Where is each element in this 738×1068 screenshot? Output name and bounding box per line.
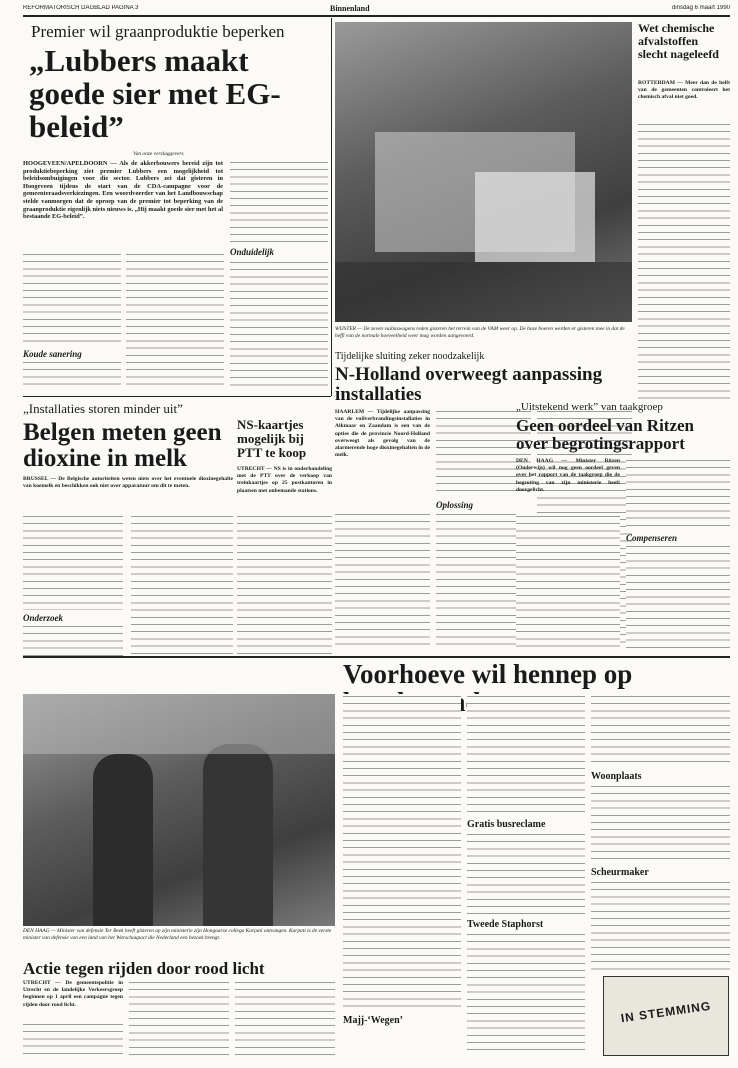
belgen-lead: BRUSSEL — De Belgische autoriteiten weten niets over het eventuele dioxinegehalte van koemelk en beschikken ook niet over apparatuur om dit te meten. [23, 476, 233, 490]
article-belgen [23, 400, 233, 656]
lubbers-headline: „Lubbers maakt goede sier met EG-beleid” [29, 43, 281, 144]
ns-headline: NS-kaartjes mogelijk bij PTT te koop [237, 417, 307, 460]
vertical-rule-1 [331, 18, 332, 396]
lubbers-col2-text [126, 252, 224, 390]
article-afvalstoffen [638, 22, 730, 400]
roodlicht-headline: Actie tegen rijden door rood licht [23, 960, 265, 978]
voorhoeve-col3-text2 [591, 784, 730, 862]
voorhoeve-sub-staphorst: Tweede Staphorst [467, 919, 544, 930]
ritzen-sub-compenseren: Compenseren [626, 533, 678, 543]
voorhoeve-col2-text3 [467, 932, 585, 1056]
horizontal-rule-1 [23, 396, 331, 397]
ns-text [237, 514, 332, 656]
afval-headline: Wet chemische afvalstoffen slecht nageleefd [638, 22, 719, 61]
lubbers-byline: Van onze verslaggevers [133, 151, 184, 157]
voorhoeve-col3-text3 [591, 880, 730, 972]
voorhoeve-col2-text [467, 694, 585, 814]
lubbers-col1-text2 [23, 360, 121, 390]
afval-text [638, 122, 730, 400]
page-section: Binnenland [330, 4, 370, 13]
ritzen-col2-text [626, 458, 730, 528]
ritzen-lead: DEN HAAG — Minister Ritzen (Onderwijs) wil nog geen oordeel geven over het rapport van de taakgroep die de begroting van zijn ministerie heeft doorgelicht. [516, 458, 620, 493]
ns-lead: UTRECHT — NS is in onderhandeling met de PTT over de verkoop van treinkaartjes op 25 postkantoren in plaatsen met onbemande stations. [237, 466, 332, 494]
ritzen-headline: Geen oordeel van Ritzen over begrotingsrapport [516, 416, 694, 453]
lubbers-col3-text2 [230, 260, 328, 390]
page-header-left: REFORMATORISCH DAGBLAD PAGINA 3 [23, 5, 139, 11]
voorhoeve-sub-woonplaats: Woonplaats [591, 771, 642, 782]
article-ns-kaartjes [237, 400, 332, 656]
voorhoeve-col3-text [591, 694, 730, 766]
lubbers-lead: HOOGEVEEN/APELDOORN — Als de akkerbouwers bereid zijn tot produktiebeperking ziet premier Lubbers een mogelijkheid tot beleidsombuigingen voor die sector. Lubbers zei dat gisteren in Hoogeveen tijdens de start van de CDA-campagne voor de gemeenteraadsverkiezingen. Een woordvoerder van het Landbouwschap stelde vanmorgen dat de oproep van de premier tot beperking van de graanproduktie eigenlijk niets nieuws is. „Hij maakt goede sier met het al bestaande EG-beleid”. [23, 160, 224, 221]
voorhoeve-sub-wegen: Majj-‘Wegen’ [343, 1015, 403, 1026]
photo-ter-beek-caption: DEN HAAG — Minister van defensie Ter Beek heeft gisteren op zijn ministerie zijn Hongaarse collega Karpati ontvangen. Karpati is de eerste minister van defensie van een land van het Warschaupact die Nederland een bezoek brengt. [23, 928, 332, 941]
belgen-col1-text2 [23, 624, 123, 656]
lubbers-col3-text [230, 160, 328, 242]
roodlicht-col3-text [235, 980, 335, 1060]
voorhoeve-sub-scheurmaker: Scheurmaker [591, 867, 649, 878]
belgen-headline: Belgen meten geen dioxine in melk [23, 419, 222, 472]
voorhoeve-headline: Voorhoeve wil hennep op [343, 659, 633, 689]
nholland-kicker: Tijdelijke sluiting zeker noodzakelijk [335, 352, 485, 362]
roodlicht-col1-text [23, 1022, 123, 1060]
nholland-headline: N-Holland overweegt aanpassing installaties [335, 364, 603, 405]
lubbers-sub-koude: Koude sanering [23, 349, 82, 359]
belgen-col1-text [23, 514, 123, 610]
roodlicht-lead: UTRECHT — De gemeentepolitie in Utrecht en de landelijke Verkeersgroep beginnen op 1 april een campagne tegen rijden door rood licht. [23, 980, 123, 1008]
lubbers-sub-onduidelijk: Onduidelijk [230, 247, 275, 257]
photo-ter-beek [23, 694, 335, 926]
lubbers-kicker: Premier wil graanproduktie beperken [31, 22, 285, 41]
header-rule [23, 15, 730, 17]
article-rood-licht [23, 960, 335, 1060]
voorhoeve-col2-text2 [467, 832, 585, 914]
ritzen-col2-text2 [626, 544, 730, 648]
lubbers-col1-text [23, 252, 121, 344]
ritzen-kicker: „Uitstekend werk” van taakgroep [516, 402, 663, 413]
photo-trucks [335, 22, 632, 322]
ritzen-col1-text [516, 514, 620, 648]
in-stemming-stamp [603, 976, 729, 1056]
nholland-sub-oplossing: Oplossing [436, 500, 474, 510]
stamp-text: IN STEMMING [619, 998, 713, 1026]
voorhoeve-col1-text [343, 694, 461, 1010]
afval-lead: ROTTERDAM — Meer dan de helft van de gemeenten controleert het chemisch afval niet goed. [638, 80, 730, 101]
belgen-col2-text [131, 514, 233, 656]
page-date: dinsdag 6 maart 1990 [671, 5, 730, 11]
nholland-col1-text [335, 512, 430, 648]
photo-trucks-caption: WIJSTER — De zeven vuilniswagens reden gisteren het terrein van de VAM weer op. De boze boeren werden er gisteren mee in dat de heffi van de normale hoeveelheid weer mag worden aangevoerd. [335, 326, 625, 339]
voorhoeve-sub-busreclame: Gratis busreclame [467, 819, 546, 830]
article-ritzen-box [516, 402, 730, 648]
belgen-sub-onderzoek: Onderzoek [23, 613, 63, 623]
roodlicht-col2-text [129, 980, 229, 1060]
nholland-lead: HAARLEM — Tijdelijke aanpassing van de vuilverbrandingsinstallaties in Alkmaar en Zaandam is een van de opties die de provincie Noord-Holland overweegt als gevolg van de alarmerende hoge dioxinegehalten in de melk. [335, 409, 430, 459]
belgen-kicker: „Installaties storen minder uit” [23, 401, 183, 416]
article-lubbers [23, 20, 328, 390]
